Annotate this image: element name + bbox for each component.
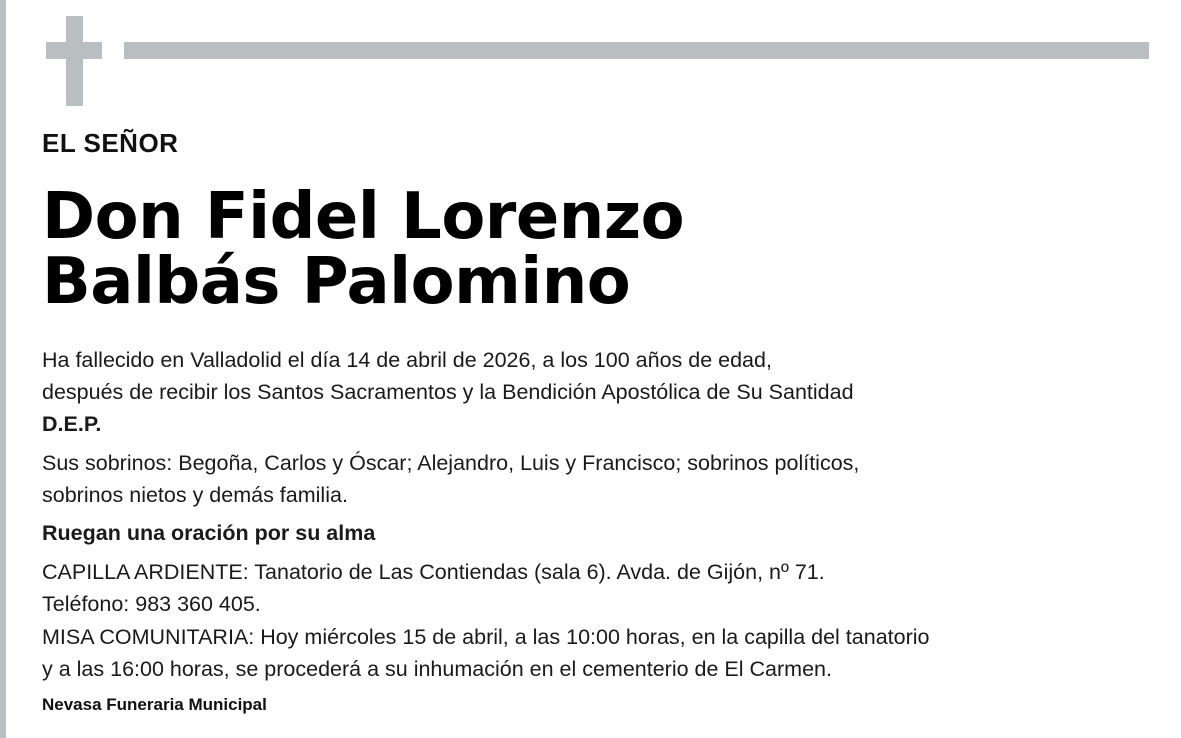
chapel-line-1: CAPILLA ARDIENTE: Tanatorio de Las Contiendas (sala 6). Avda. de Gijón, nº 71. bbox=[42, 559, 825, 584]
deceased-name bbox=[42, 180, 1147, 320]
family-line-1: Sus sobrinos: Begoña, Carlos y Óscar; Alejandro, Luis y Francisco; sobrinos políticos, bbox=[42, 450, 860, 475]
family-line-2: sobrinos nietos y demás familia. bbox=[42, 483, 348, 508]
funeral-home-name: Nevasa Funeraria Municipal bbox=[42, 695, 267, 715]
dep-line: D.E.P. bbox=[42, 412, 102, 437]
death-line-1: Ha fallecido en Valladolid el día 14 de abril de 2026, a los 100 años de edad, bbox=[42, 347, 772, 372]
deceased-name-line-1: Don Fidel Lorenzo bbox=[42, 180, 685, 254]
header-rule bbox=[124, 42, 1149, 59]
notice-header-banner bbox=[6, 0, 1181, 110]
notice-content bbox=[6, 128, 1181, 715]
deceased-name-line-2: Balbás Palomino bbox=[42, 245, 631, 320]
cross-vertical-bar bbox=[66, 16, 83, 106]
death-line-2: después de recibir los Santos Sacramentos y la Bendición Apostólica de Su Santidad bbox=[42, 379, 854, 404]
chapel-phone-line: Teléfono: 983 360 405. bbox=[42, 592, 261, 617]
honorific-eyebrow: EL SEÑOR bbox=[42, 128, 179, 158]
cross-horizontal-bar bbox=[46, 42, 102, 59]
notice-body bbox=[42, 346, 1147, 684]
cross-icon bbox=[46, 16, 102, 106]
mass-line-2: y a las 16:00 horas, se procederá a su inhumación en el cementerio de El Carmen. bbox=[42, 656, 832, 681]
prayer-request-line: Ruegan una oración por su alma bbox=[42, 521, 376, 546]
mass-line-1: MISA COMUNITARIA: Hoy miércoles 15 de abril, a las 10:00 horas, en la capilla del tanatorio bbox=[42, 624, 930, 649]
